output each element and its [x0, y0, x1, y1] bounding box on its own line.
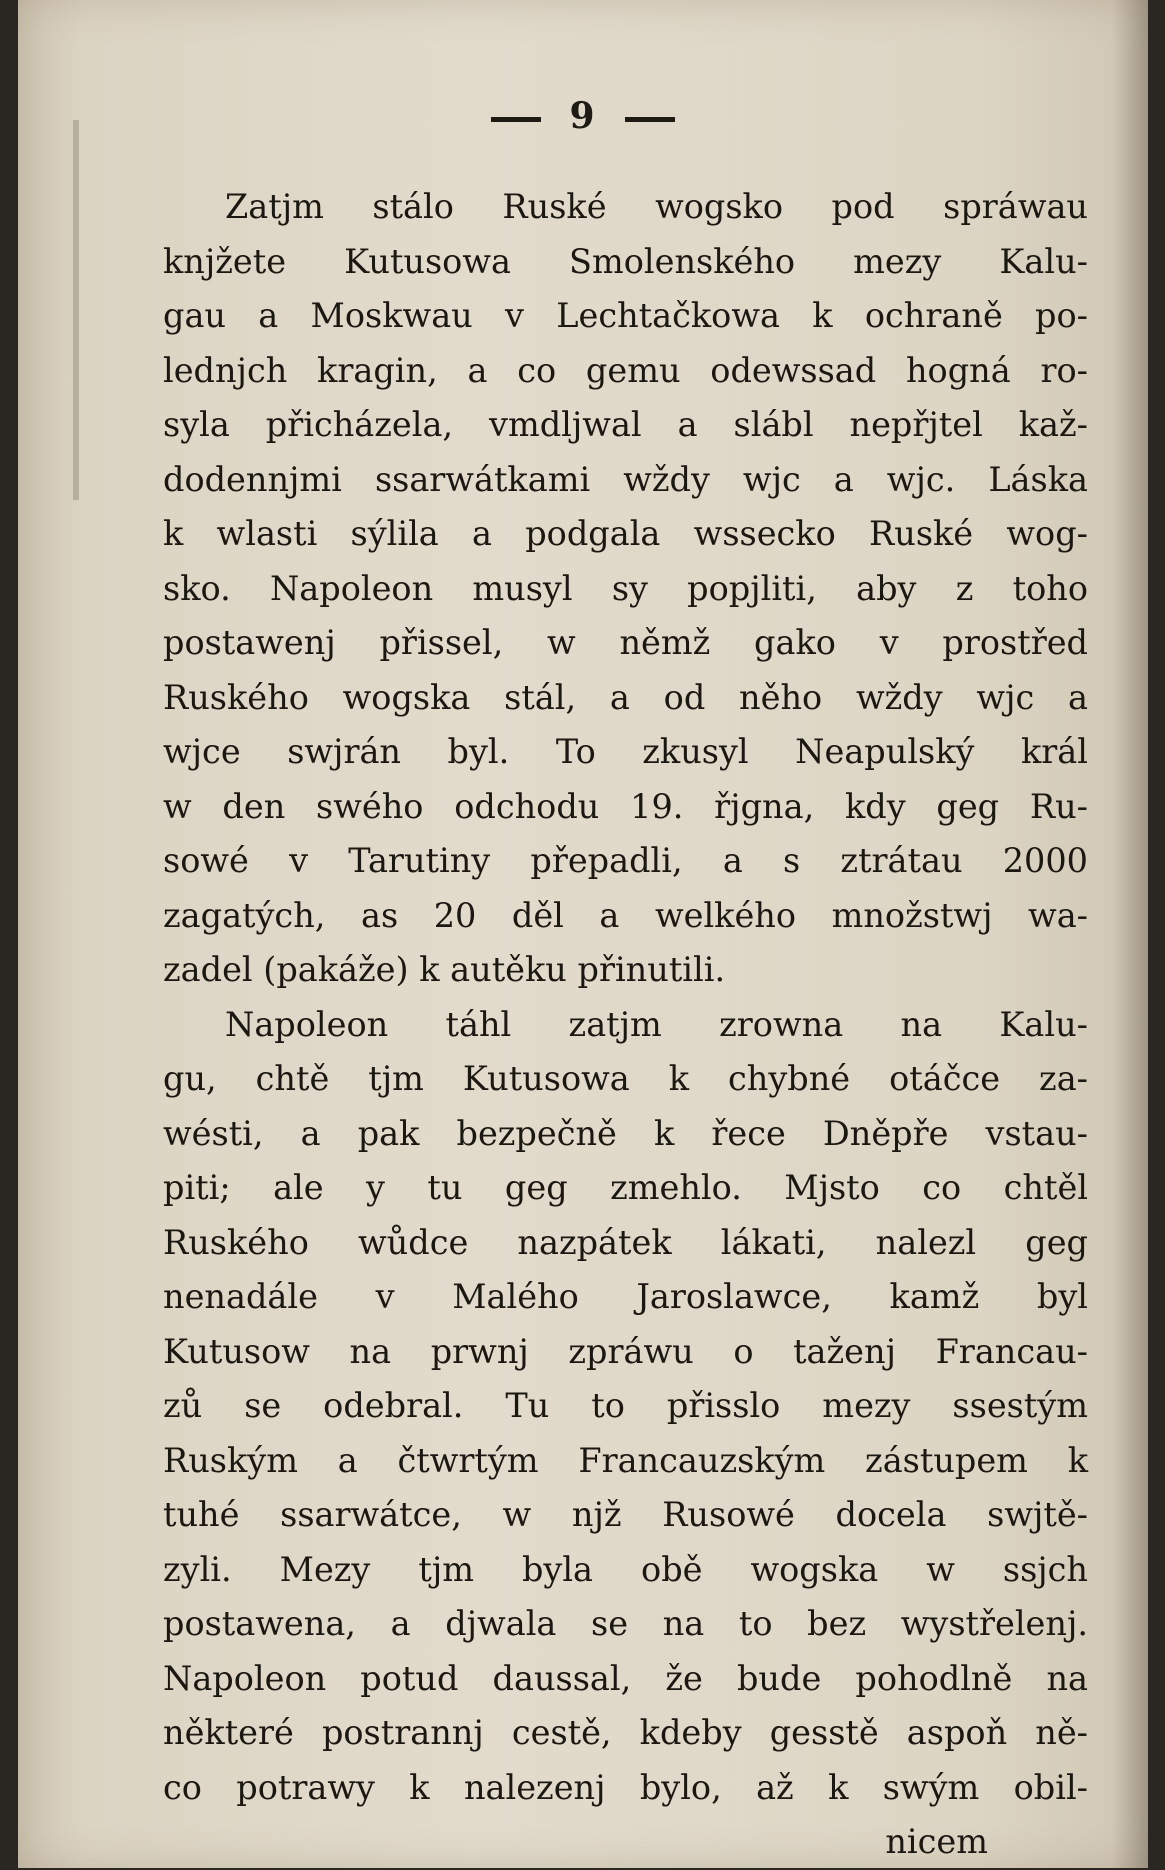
page-edge-shadow — [1112, 0, 1148, 1868]
text-line: knjžete Kutusowa Smolenského mezy Kalu- — [163, 241, 1088, 281]
text-line: postawenj přissel, w němž gako v prostřed — [163, 623, 1088, 662]
text-line: zadel (pakáže) k autěku přinutili. — [163, 950, 726, 989]
text-line: wjce swjrán byl. To zkusyl Neapulský král — [163, 732, 1088, 771]
text-line: Napoleon potud daussal, že bude pohodlně na — [163, 1658, 1088, 1698]
text-line: zagatých, as 20 děl a welkého množstwj wa- — [163, 895, 1088, 935]
text-line: lednjch kragin, a co gemu odewssad hogná ro- — [163, 350, 1088, 390]
text-line: wésti, a pak bezpečně k řece Dněpře vstau- — [163, 1113, 1088, 1153]
text-line: dodennjmi ssarwátkami wždy wjc a wjc. Láska — [163, 459, 1088, 499]
page-header — [18, 95, 1148, 137]
binding-fold — [73, 120, 79, 500]
text-line: sko. Napoleon musyl sy popjliti, aby z toho — [163, 568, 1088, 608]
text-line: Ruského wogska stál, a od něho wždy wjc a — [163, 677, 1088, 717]
text-line: co potrawy k nalezenj bylo, až k swým obil- — [163, 1767, 1088, 1807]
text-line: gu, chtě tjm Kutusowa k chybné otáčce za- — [163, 1059, 1088, 1098]
catchword: nicem — [885, 1822, 988, 1861]
text-line: Zatjm stálo Ruské wogsko pod spráwau — [225, 187, 1088, 226]
text-line: zů se odebral. Tu to přisslo mezy ssestým — [163, 1386, 1088, 1425]
text-line: Ruského wůdce nazpátek lákati, nalezl geg — [163, 1222, 1088, 1262]
body-text — [163, 180, 1088, 1870]
text-line: některé postrannj cestě, kdeby gesstě aspoň ně- — [163, 1713, 1088, 1752]
text-line: nenadále v Malého Jaroslawce, kamž byl — [163, 1277, 1088, 1316]
text-line: tuhé ssarwátce, w njž Rusowé docela swjtě- — [163, 1495, 1088, 1534]
page-number: 9 — [569, 95, 597, 137]
header-dash-right — [625, 117, 675, 122]
text-line: k wlasti sýlila a podgala wssecko Ruské wog- — [163, 514, 1088, 553]
text-line: gau a Moskwau v Lechtačkowa k ochraně po- — [163, 296, 1088, 335]
text-line: Ruským a čtwrtým Francauzským zástupem k — [163, 1440, 1088, 1480]
text-line: postawena, a djwala se na to bez wystřelenj. — [163, 1604, 1088, 1643]
text-line: Napoleon táhl zatjm zrowna na Kalu- — [225, 1004, 1088, 1044]
text-line: syla přicházela, vmdljwal a slábl nepřjtel kaž- — [163, 405, 1088, 444]
text-line: Kutusow na prwnj zpráwu o taženj Francau- — [163, 1331, 1088, 1371]
text-line: piti; ale y tu geg zmehlo. Mjsto co chtěl — [163, 1168, 1088, 1207]
text-line: zyli. Mezy tjm byla obě wogska w ssjch — [163, 1549, 1088, 1589]
book-page — [18, 0, 1148, 1868]
text-line: sowé v Tarutiny přepadli, a s ztrátau 2000 — [163, 841, 1088, 880]
text-line: w den swého odchodu 19. řjgna, kdy geg Ru- — [163, 786, 1088, 826]
header-dash-left — [491, 117, 541, 122]
